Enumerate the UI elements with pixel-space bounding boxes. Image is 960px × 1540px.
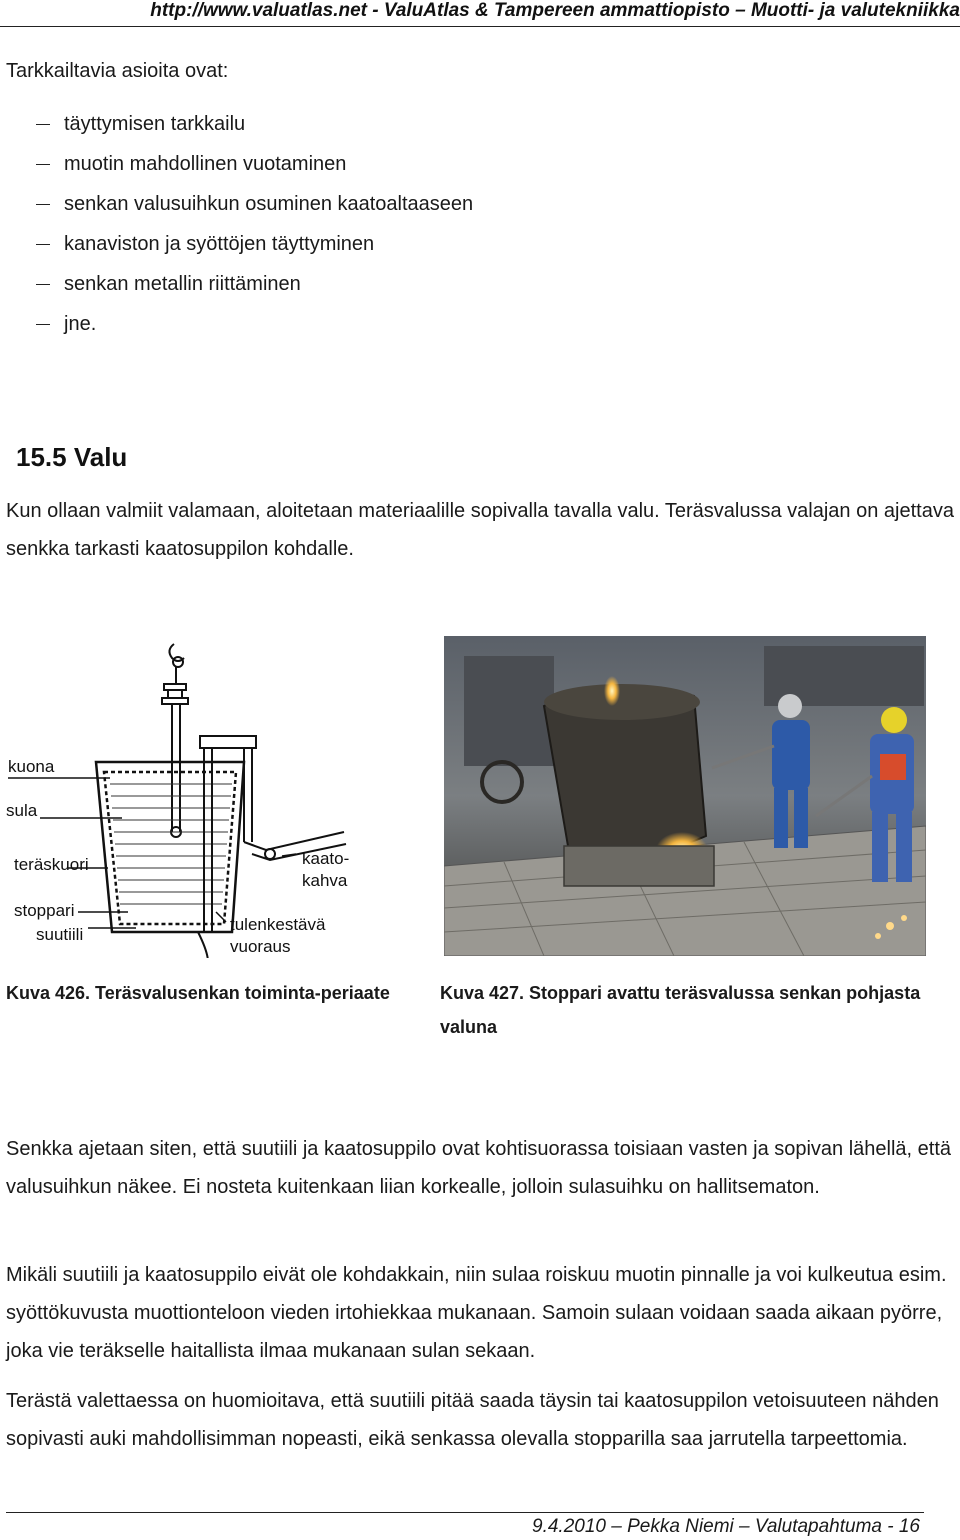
dash-bullet-icon xyxy=(36,284,50,285)
dash-bullet-icon xyxy=(36,324,50,325)
paragraph-ladle-positioning: Senkka ajetaan siten, että suutiili ja kaatosuppilo ovat kohtisuorassa toisiaan vasten ja sopivan lähellä, että valusuihkun näkee. Ei nosteta kuitenkaan liian korkealle, jolloin sulasuihku on hallitsematon. xyxy=(6,1138,952,1198)
header-divider xyxy=(0,26,960,27)
label-sula: sula xyxy=(6,801,38,820)
ladle-diagram xyxy=(4,632,352,958)
paragraph-misalignment: Mikäli suutiili ja kaatosuppilo eivät ole kohdakkain, niin sulaa roiskuu muotin pinnalle ja voi kulkeutua esim. syöttökuvusta muottionteloon vieden irtohiekkaa mukanaan. Samoin sulaan voidaan saada aikaan pyörre, joka vie teräkselle haitallista ilmaa mukanaan sulan sekaan. xyxy=(6,1264,947,1362)
dash-bullet-icon xyxy=(36,124,50,125)
label-tulenkestava-line1: tulenkestävä xyxy=(230,915,326,934)
list-item: täyttymisen tarkkailu xyxy=(0,104,473,144)
dash-bullet-icon xyxy=(36,164,50,165)
list-item: muotin mahdollinen vuotaminen xyxy=(0,144,473,184)
caption-figure-426: Kuva 426. Teräsvalusenkan toiminta-periaate xyxy=(6,983,390,1003)
label-stoppari: stoppari xyxy=(14,901,75,920)
label-kaatokahva-line1: kaato- xyxy=(302,849,350,868)
page-footer: 9.4.2010 – Pekka Niemi – Valutapahtuma - 16 xyxy=(532,1516,920,1537)
intro-text: Tarkkailtavia asioita ovat: xyxy=(6,60,229,82)
dash-bullet-icon xyxy=(36,204,50,205)
label-tulenkestava-line2: vuoraus xyxy=(230,937,291,956)
foundry-photo xyxy=(444,636,926,956)
page-header: http://www.valuatlas.net - ValuAtlas & Tampereen ammattiopisto – Muotti- ja valutekniikka xyxy=(150,0,960,21)
checklist xyxy=(0,104,473,344)
label-teraskuori: teräskuori xyxy=(14,855,89,874)
footer-divider xyxy=(6,1512,924,1513)
paragraph-intro: Kun ollaan valmiit valamaan, aloitetaan materiaalille sopivalla tavalla valu. Teräsvalussa valajan on ajettava senkka tarkasti kaatosuppilon kohdalle. xyxy=(6,500,954,560)
list-item: kanaviston ja syöttöjen täyttyminen xyxy=(0,224,473,264)
section-title: 15.5 Valu xyxy=(16,442,128,472)
caption-figure-427: Kuva 427. Stoppari avattu teräsvalussa senkan pohjasta valuna xyxy=(440,983,921,1037)
paragraph-steel-pouring: Terästä valettaessa on huomioitava, että suutiili pitää saada täysin tai kaatosuppilon vetoisuuteen nähden sopivasti auki mahdollisimman nopeasti, eikä senkassa olevalla stopparilla saa jarrutella tarpeettomia. xyxy=(6,1390,939,1450)
list-item: jne. xyxy=(0,304,473,344)
label-suutiili: suutiili xyxy=(36,925,84,944)
label-kaatokahva-line2: kahva xyxy=(302,871,348,890)
list-item: senkan valusuihkun osuminen kaatoaltaaseen xyxy=(0,184,473,224)
list-item: senkan metallin riittäminen xyxy=(0,264,473,304)
dash-bullet-icon xyxy=(36,244,50,245)
label-kuona: kuona xyxy=(8,757,55,776)
